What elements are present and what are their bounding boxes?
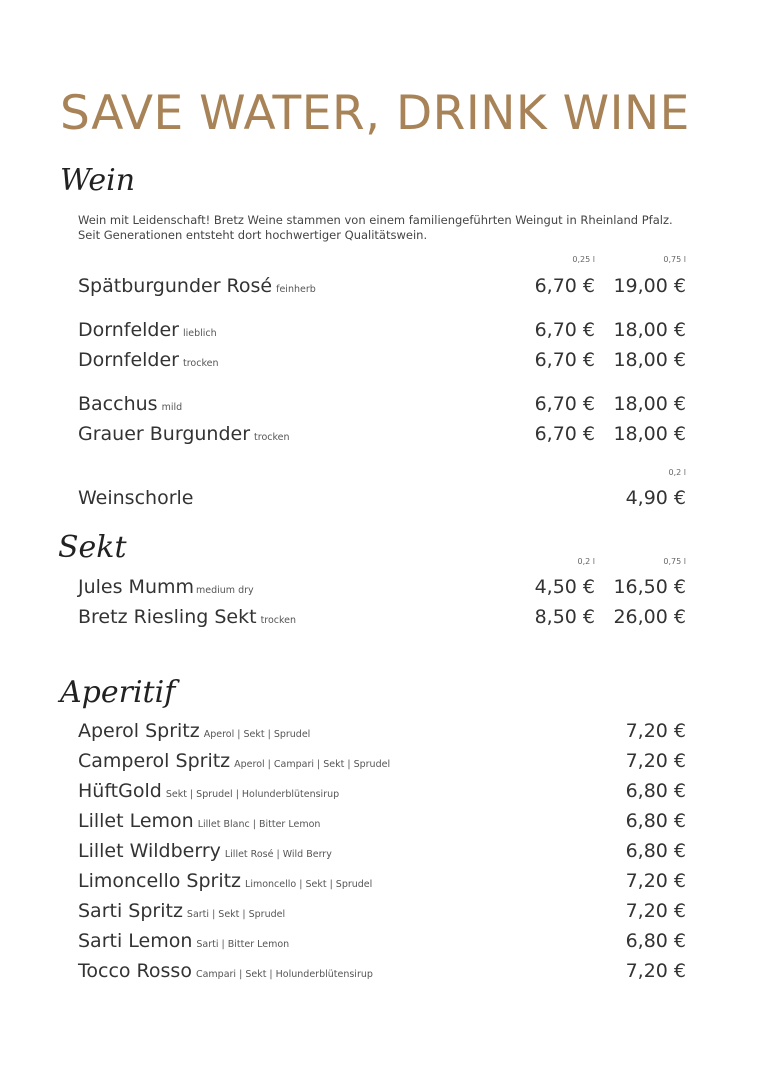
aperitif-name: Tocco Rosso xyxy=(78,960,192,982)
wine-name: Grauer Burgunder xyxy=(78,423,251,445)
aperitif-name: Lillet Lemon xyxy=(78,810,194,832)
aperitif-note: Aperol | Sekt | Sprudel xyxy=(203,729,311,740)
wine-price-small: 6,70 € xyxy=(534,319,595,341)
sekt-note: medium dry xyxy=(196,585,254,596)
sekt-price-large: 16,50 € xyxy=(613,576,686,598)
wine-note: feinherb xyxy=(276,284,316,295)
section-title-sekt: Sekt xyxy=(58,530,127,565)
schorle-name: Weinschorle xyxy=(78,487,194,509)
wein-volume-small: 0,25 l xyxy=(572,255,595,264)
aperitif-note: Aperol | Campari | Sekt | Sprudel xyxy=(234,759,391,770)
aperitif-note: Sarti | Sekt | Sprudel xyxy=(186,909,286,920)
wine-price-large: 18,00 € xyxy=(613,393,686,415)
aperitif-note: Lillet Blanc | Bitter Lemon xyxy=(197,819,321,830)
aperitif-name: Sarti Lemon xyxy=(78,930,193,952)
wine-item xyxy=(78,345,219,375)
aperitif-price: 7,20 € xyxy=(625,870,686,892)
sekt-price-small: 8,50 € xyxy=(534,606,595,628)
wine-note: lieblich xyxy=(183,328,217,339)
aperitif-note: Campari | Sekt | Holunderblütensirup xyxy=(195,969,373,980)
aperitif-item xyxy=(78,746,390,776)
schorle-volume: 0,2 l xyxy=(668,468,686,477)
aperitif-item xyxy=(78,836,332,866)
wine-price-small: 6,70 € xyxy=(534,349,595,371)
wine-note: trocken xyxy=(183,358,219,369)
aperitif-price: 6,80 € xyxy=(625,930,686,952)
wine-item xyxy=(78,389,182,419)
wine-note: trocken xyxy=(254,432,290,443)
aperitif-note: Sarti | Bitter Lemon xyxy=(196,939,290,950)
wine-item xyxy=(78,419,290,449)
sekt-price-large: 26,00 € xyxy=(613,606,686,628)
aperitif-price: 6,80 € xyxy=(625,810,686,832)
wine-price-large: 18,00 € xyxy=(613,423,686,445)
section-title-wein: Wein xyxy=(60,163,136,198)
aperitif-item xyxy=(78,806,320,836)
aperitif-note: Limoncello | Sekt | Sprudel xyxy=(245,879,373,890)
aperitif-price: 7,20 € xyxy=(625,960,686,982)
aperitif-note: Lillet Rosé | Wild Berry xyxy=(224,849,332,860)
aperitif-item xyxy=(78,896,285,926)
wine-price-small: 6,70 € xyxy=(534,393,595,415)
aperitif-item xyxy=(78,716,310,746)
wine-price-small: 6,70 € xyxy=(534,275,595,297)
sekt-item xyxy=(78,602,296,632)
sekt-item xyxy=(78,572,254,602)
aperitif-price: 6,80 € xyxy=(625,840,686,862)
section-title-aperitif: Aperitif xyxy=(60,675,176,710)
aperitif-name: HüftGold xyxy=(78,780,162,802)
sekt-volume-large: 0,75 l xyxy=(663,557,686,566)
schorle-item xyxy=(78,483,193,513)
aperitif-item xyxy=(78,956,373,986)
wine-price-large: 19,00 € xyxy=(613,275,686,297)
aperitif-name: Aperol Spritz xyxy=(78,720,200,742)
wein-intro-line-2: Seit Generationen entsteht dort hochwertiger Qualitätswein. xyxy=(78,228,428,242)
aperitif-name: Camperol Spritz xyxy=(78,750,231,772)
aperitif-item xyxy=(78,926,289,956)
aperitif-item xyxy=(78,776,339,806)
wine-item xyxy=(78,271,316,301)
aperitif-price: 6,80 € xyxy=(625,780,686,802)
wine-name: Dornfelder xyxy=(78,349,179,371)
sekt-note: trocken xyxy=(260,615,297,626)
sekt-name: Bretz Riesling Sekt xyxy=(78,606,257,628)
wine-item xyxy=(78,315,217,345)
aperitif-name: Sarti Spritz xyxy=(78,900,183,922)
wein-intro-line-1: Wein mit Leidenschaft! Bretz Weine stammen von einem familiengeführten Weingut in Rheinland Pfalz. xyxy=(78,213,673,227)
aperitif-price: 7,20 € xyxy=(625,900,686,922)
wein-intro xyxy=(78,213,673,243)
wine-name: Bacchus xyxy=(78,393,158,415)
aperitif-price: 7,20 € xyxy=(625,750,686,772)
page-title: SAVE WATER, DRINK WINE xyxy=(60,86,690,141)
wine-price-small: 6,70 € xyxy=(534,423,595,445)
wine-name: Spätburgunder Rosé xyxy=(78,275,273,297)
sekt-price-small: 4,50 € xyxy=(534,576,595,598)
wein-volume-large: 0,75 l xyxy=(663,255,686,264)
wine-note: mild xyxy=(161,402,183,413)
schorle-price: 4,90 € xyxy=(625,487,686,509)
wine-price-large: 18,00 € xyxy=(613,349,686,371)
aperitif-name: Lillet Wildberry xyxy=(78,840,221,862)
aperitif-price: 7,20 € xyxy=(625,720,686,742)
aperitif-name: Limoncello Spritz xyxy=(78,870,242,892)
aperitif-note: Sekt | Sprudel | Holunderblütensirup xyxy=(165,789,340,800)
sekt-name: Jules Mumm xyxy=(78,576,195,598)
sekt-volume-small: 0,2 l xyxy=(577,557,595,566)
aperitif-item xyxy=(78,866,372,896)
wine-name: Dornfelder xyxy=(78,319,179,341)
wine-price-large: 18,00 € xyxy=(613,319,686,341)
